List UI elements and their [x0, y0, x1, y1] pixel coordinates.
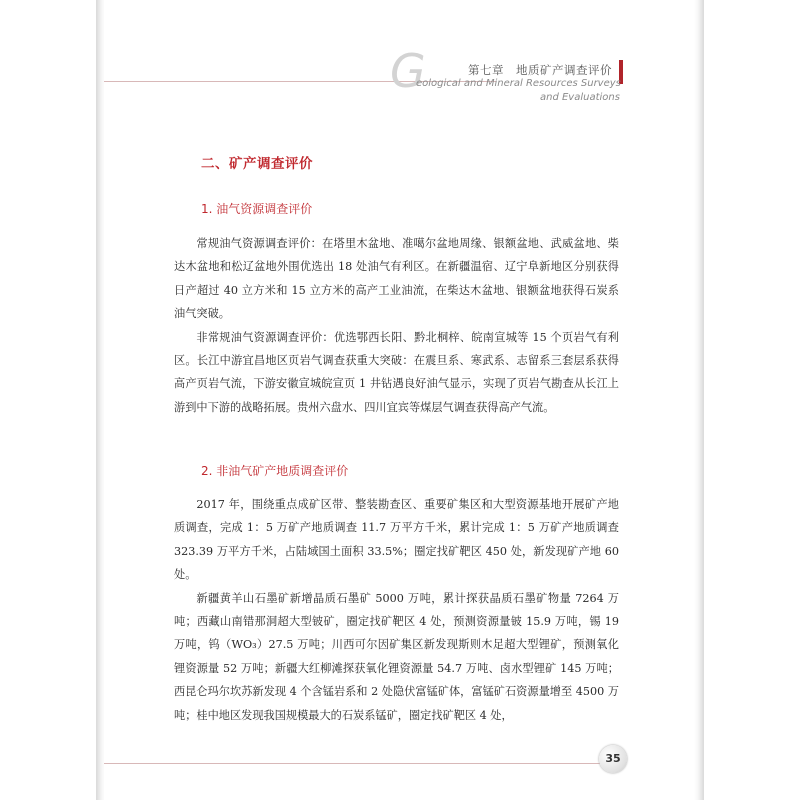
footer-rule	[104, 763, 604, 764]
paragraph: 常规油气资源调查评价：在塔里木盆地、准噶尔盆地周缘、银额盆地、武威盆地、柴达木盆地和松辽盆地外围优选出 18 处油气有利区。在新疆温宿、辽宁阜新地区分别获得日产超过 40 立方米和 15 立方米的高产工业油流，在柴达木盆地、银额盆地获得石炭系油气突破。	[174, 237, 619, 321]
paragraph: 非常规油气资源调查评价：优选鄂西长阳、黔北桐梓、皖南宣城等 15 个页岩气有利区。长江中游宜昌地区页岩气调查获重大突破：在震旦系、寒武系、志留系三套层系获得高产页岩气流，下游安徽宣城皖宣页 1 井钻遇良好油气显示，实现了页岩气勘查从长江上游到中下游的战略拓展。贵州六盘水、四川宜宾等煤层气调查获得高产气流。	[174, 330, 619, 414]
chapter-title: 第七章 地质矿产调查评价	[468, 63, 612, 77]
subsection-title-non-oil-gas: 2. 非油气矿产地质调查评价	[201, 464, 349, 478]
subsection-title-oil-gas: 1. 油气资源调查评价	[201, 202, 313, 216]
subsection-non-oil-gas-body	[174, 493, 619, 727]
paragraph: 2017 年，围绕重点成矿区带、整装勘查区、重要矿集区和大型资源基地开展矿产地质调查，完成 1：5 万矿产地质调查 11.7 万平方千米，累计完成 1：5 万矿产地质调查 323.39 万平方千米，占陆域国土面积 33.5%；圈定找矿靶区 450 处，新发现矿产地 60 处。	[174, 498, 619, 582]
paragraph: 新疆黄羊山石墨矿新增晶质石墨矿 5000 万吨，累计探获晶质石墨矿物量 7264 万吨；西藏山南错那洞超大型铍矿，圈定找矿靶区 4 处，预测资源量铍 15.9 万吨，锡 19 万吨，钨（WO₃）27.5 万吨；川西可尔因矿集区新发现斯则木足超大型锂矿，预测氧化锂资源量 52 万吨；新疆大红柳滩探获氧化锂资源量 54.7 万吨、卤水型锂矿 145 万吨；西昆仑玛尔坎苏新发现 4 个含锰岩系和 2 处隐伏富锰矿体，富锰矿石资源量增至 4500 万吨；桂中地区发现我国规模最大的石炭系锰矿，圈定找矿靶区 4 处，	[174, 591, 619, 722]
subsection-oil-gas-body	[174, 232, 619, 419]
section-title: 二、矿产调查评价	[201, 156, 313, 172]
page-number: 35	[599, 745, 627, 773]
header-decorative-letter: G	[390, 44, 426, 98]
chapter-title-en-line2: and Evaluations	[540, 92, 620, 103]
chapter-title-en-line1: eological and Mineral Resources Surveys	[416, 78, 621, 89]
page-right-shadow	[694, 0, 704, 800]
document-page	[104, 0, 694, 800]
